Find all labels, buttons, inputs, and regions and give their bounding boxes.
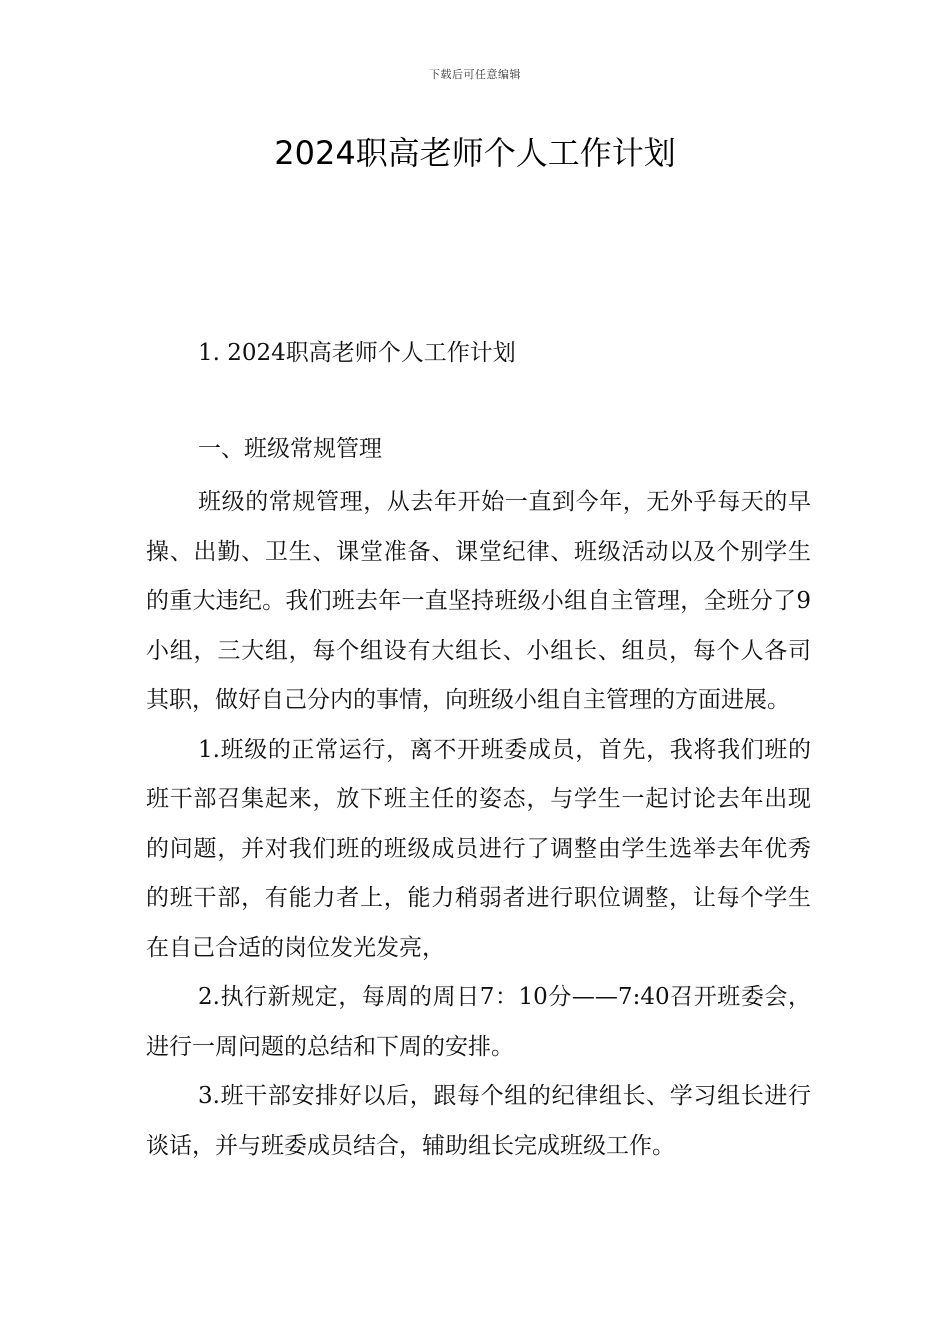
paragraph: 1.班级的正常运行，离不开班委成员，首先，我将我们班的班干部召集起来，放下班主任的姿态，与学生一起讨论去年出现的问题，并对我们班的班级成员进行了调整由学生选举去年优秀的班干部，有能力者上，能力稍弱者进行职位调整，让每个学生在自己合适的岗位发光发亮， xyxy=(146,736,811,961)
paragraph: 班级的常规管理，从去年开始一直到今年，无外乎每天的早操、出勤、卫生、课堂准备、课堂纪律、班级活动以及个别学生的重大违纪。我们班去年一直坚持班级小组自主管理，全班分了9小组，三大组，每个组设有大组长、小组长、组员，每个人各司其职，做好自己分内的事情，向班级小组自主管理的方面进展。 xyxy=(146,489,811,713)
section-heading: 1. 2024职高老师个人工作计划 xyxy=(198,340,516,366)
body-text xyxy=(146,478,811,1171)
paragraph: 2.执行新规定，每周的周日7：10分——7:40召开班委会，进行一周问题的总结和下周的安排。 xyxy=(146,984,811,1060)
document-title: 2024职高老师个人工作计划 xyxy=(274,134,676,172)
paragraph: 3.班干部安排好以后，跟每个组的纪律组长、学习组长进行谈话，并与班委成员结合，辅助组长完成班级工作。 xyxy=(146,1083,811,1159)
header-note: 下载后可任意编辑 xyxy=(429,68,521,81)
subheading: 一、班级常规管理 xyxy=(198,436,382,462)
